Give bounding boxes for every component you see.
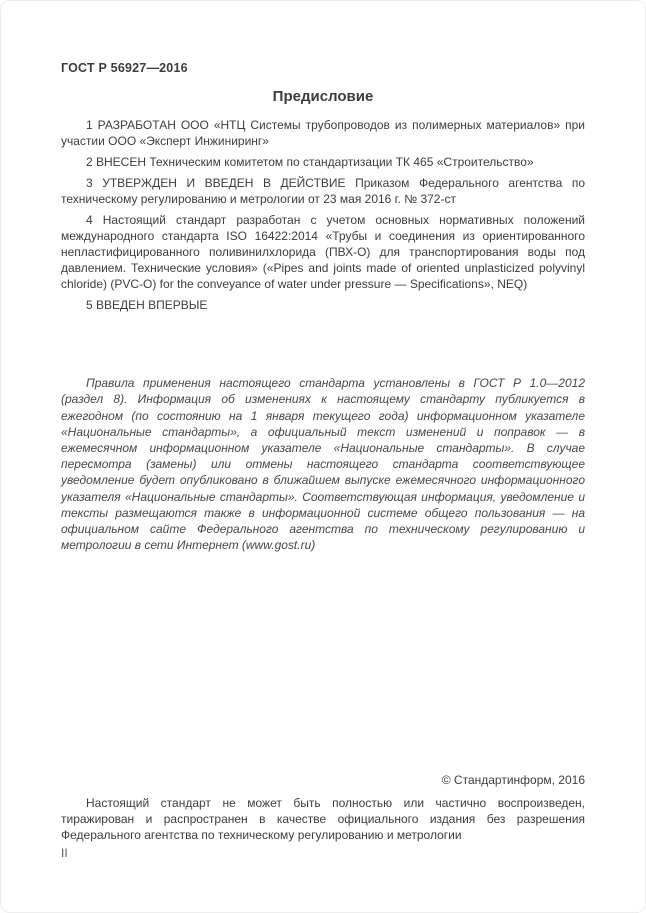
page-number: II [61,845,68,860]
foreword-item-2: 2 ВНЕСЕН Техническим комитетом по стандартизации ТК 465 «Строительство» [86,154,534,169]
section-title-foreword: Предисловие [272,88,374,105]
standard-designation: ГОСТ Р 56927—2016 [61,61,188,75]
foreword-body [61,117,585,313]
foreword-item-1: 1 РАЗРАБОТАН ООО «НТЦ Системы трубопроводов из полимерных материалов» при участии ООО «Эксперт Инжиниринг» [61,118,585,149]
application-rules-notice: Правила применения настоящего стандарта установлены в ГОСТ Р 1.0—2012 (раздел 8). Информация об изменениях к настоящему стандарту публикуется в ежегодном (по состоянию на 1 января текущего года) информационном указателе «Национальные стандарты», а официальный текст изменений и поправок — в ежемесячном информационном указателе «Национальные стандарты». В случае пересмотра (замены) или отмены настоящего стандарта соответствующее уведомление будет опубликовано в ближайшем выпуске ежемесячного информационного указателя «Национальные стандарты». Соответствующая информация, уведомление и тексты размещаются также в информационной системе общего пользования — на официальном сайте Федерального агентства по техническому регулированию и метрологии в сети Интернет (www.gost.ru) [61,376,585,553]
page-footer [61,773,585,861]
foreword-item-3: 3 УТВЕРЖДЕН И ВВЕДЕН В ДЕЙСТВИЕ Приказом Федерального агентства по техническому регулированию и метрологии от 23 мая 2016 г. № 372-ст [61,175,585,206]
foreword-item-5: 5 ВВЕДЕН ВПЕРВЫЕ [86,298,208,313]
copyright-line: © Стандартинформ, 2016 [441,773,585,787]
foreword-item-4: 4 Настоящий стандарт разработан с учетом основных нормативных положений международного стандарта ISO 16422:2014 «Трубы и соединения из ориентированного непластифицированного поливинилхлорида (ПВХ-О) для транспортирования воды под давлением. Технические условия» («Pipes and joints made of oriented unplasticized polyvinyl chloride) (PVC-O) for the conveyance of water under pressure — Specifications», NEQ) [61,212,585,292]
reproduction-restriction: Настоящий стандарт не может быть полностью или частично воспроизведен, тиражирован и распространен в качестве официального издания без разрешения Федерального агентства по техническому регулированию и метрологии [61,796,585,843]
